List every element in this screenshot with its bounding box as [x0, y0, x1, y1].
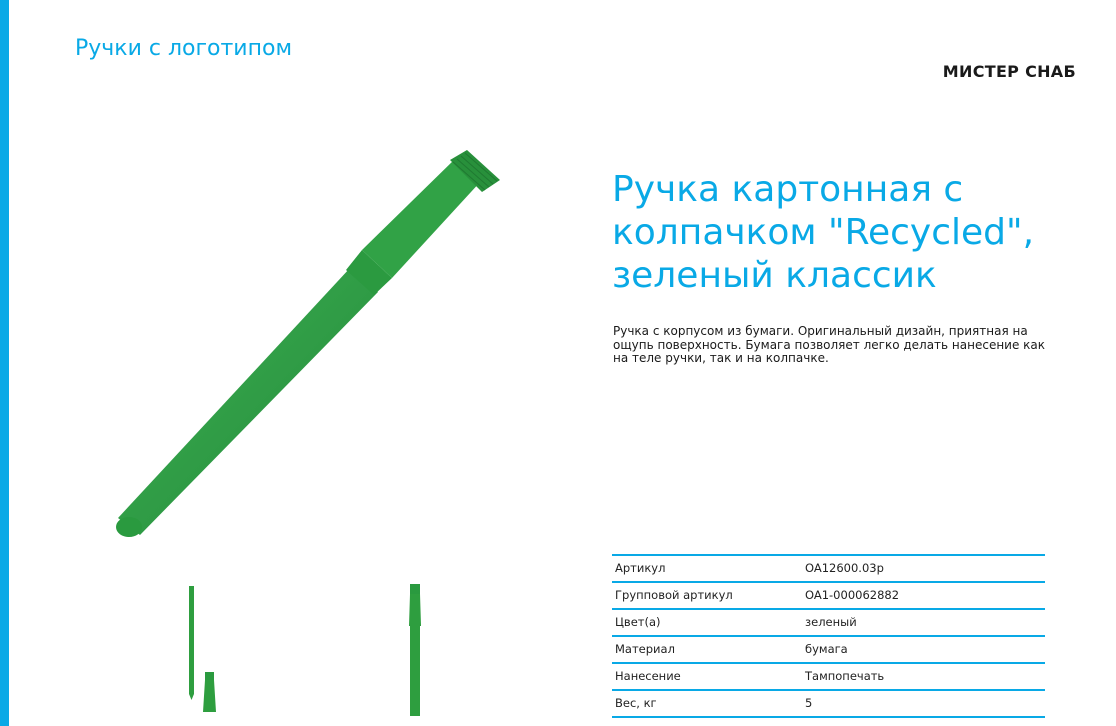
- spec-label: Материал: [615, 642, 675, 656]
- spec-value: Тампопечать: [805, 669, 885, 683]
- spec-label: Артикул: [615, 561, 666, 575]
- spec-row-material: [612, 635, 1045, 662]
- spec-value: OA1-000062882: [805, 588, 900, 602]
- spec-label: Цвет(а): [615, 615, 661, 629]
- spec-row-printing: [612, 662, 1045, 689]
- spec-value: зеленый: [805, 615, 857, 629]
- spec-row-color: [612, 608, 1045, 635]
- spec-value: бумага: [805, 642, 848, 656]
- thumbnail-body-and-cap[interactable]: [180, 582, 220, 722]
- thumb-cap: [203, 680, 216, 712]
- thumb2-pen-body: [410, 626, 420, 716]
- spec-row-group-sku: [612, 581, 1045, 608]
- specs-table: [612, 554, 1045, 718]
- accent-sidebar-stripe: [0, 0, 9, 726]
- pen-tip: [116, 517, 142, 537]
- spec-row-sku: [612, 554, 1045, 581]
- spec-value: 5: [805, 696, 813, 710]
- product-description: Ручка с корпусом из бумаги. Оригинальный дизайн, приятная на ощупь поверхность. Бумага позволяет легко делать нанесение как на теле ручки, так и на колпачке.: [613, 324, 1046, 365]
- spec-label: Вес, кг: [615, 696, 657, 710]
- thumb2-cap-top: [410, 584, 420, 594]
- brand-logo-text: МИСТЕР СНАБ: [942, 62, 1076, 81]
- thumb-pen-tip: [189, 694, 194, 700]
- spec-row-weight: [612, 689, 1045, 718]
- spec-label: Групповой артикул: [615, 588, 733, 602]
- spec-label: Нанесение: [615, 669, 681, 683]
- thumbnail-pen-with-cap[interactable]: [400, 582, 430, 722]
- section-title: Ручки с логотипом: [75, 36, 293, 61]
- spec-value: OA12600.03p: [805, 561, 884, 575]
- thumb-pen-body: [189, 586, 194, 694]
- thumb-cap-top: [205, 672, 214, 680]
- product-main-image: [110, 150, 520, 540]
- pen-cap: [362, 158, 482, 278]
- thumb2-cap: [409, 594, 421, 626]
- product-title: Ручка картонная с колпачком "Recycled", зеленый классик: [612, 169, 1035, 296]
- pen-body: [118, 268, 378, 535]
